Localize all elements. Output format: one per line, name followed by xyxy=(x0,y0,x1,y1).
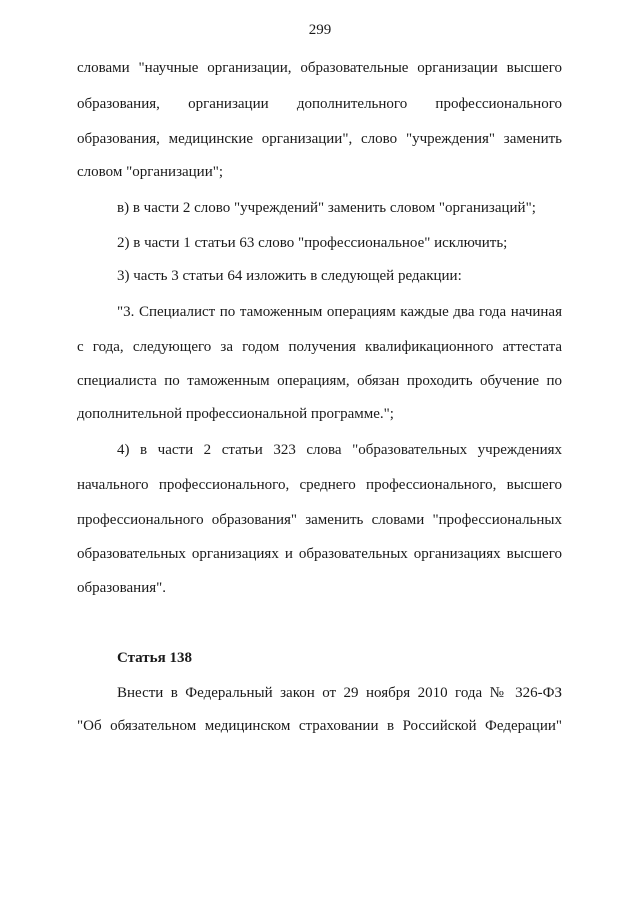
text-line: дополнительной профессиональной программе."; xyxy=(77,406,394,422)
text-line: образовательных организациях и образовательных организациях высшего xyxy=(77,546,562,562)
text-line: 4) в части 2 статьи 323 слова "образовательных учреждениях xyxy=(117,442,562,458)
text-line: словом "организации"; xyxy=(77,164,224,180)
text-line: образования, организации дополнительного профессионального xyxy=(77,96,562,112)
text-line: в) в части 2 слово "учреждений" заменить словом "организаций"; xyxy=(117,200,536,216)
text-line: "Об обязательном медицинском страховании в Российской Федерации" xyxy=(77,718,562,734)
text-line: Внести в Федеральный закон от 29 ноября 2010 года № 326-ФЗ xyxy=(117,685,562,701)
text-line: образования". xyxy=(77,580,166,596)
text-line: начального профессионального, среднего профессионального, высшего xyxy=(77,477,562,493)
text-line: с года, следующего за годом получения квалификационного аттестата xyxy=(77,339,562,355)
article-heading: Статья 138 xyxy=(117,650,192,666)
text-line: профессионального образования" заменить словами "профессиональных xyxy=(77,512,562,528)
text-line: "3. Специалист по таможенным операциям каждые два года начиная xyxy=(117,304,562,320)
page-number: 299 xyxy=(308,22,332,38)
text-line: специалиста по таможенным операциям, обязан проходить обучение по xyxy=(77,373,562,389)
text-line: 3) часть 3 статьи 64 изложить в следующей редакции: xyxy=(117,268,462,284)
text-line: словами "научные организации, образовательные организации высшего xyxy=(77,60,562,76)
text-line: образования, медицинские организации", слово "учреждения" заменить xyxy=(77,131,562,147)
text-line: 2) в части 1 статьи 63 слово "профессиональное" исключить; xyxy=(117,235,508,251)
